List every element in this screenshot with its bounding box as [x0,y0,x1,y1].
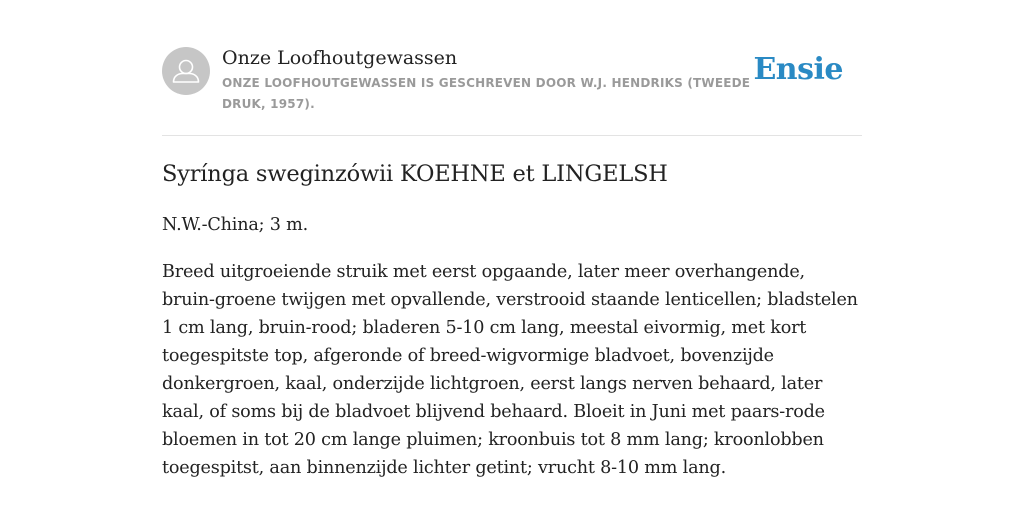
article [162,158,862,482]
ensie-logo-link[interactable]: Ensie [753,52,843,87]
article-paragraph: Breed uitgroeiende struik met eerst opgaande, later meer overhangende, bruin-groene twijgen met opvallende, verstrooid staande lenticellen; bladstelen 1 cm lang, bruin-rood; bladeren 5-10 cm lang, meestal eivormig, met kort toegespitste top, afgeronde of breed-wigvormige bladvoet, bovenzijde donkergroen, kaal, onderzijde lichtgroen, eerst langs nerven behaard, later kaal, of soms bij de bladvoet blijvend behaard. Bloeit in Juni met paars-rode bloemen in tot 20 cm lange pluimen; kroonbuis tot 8 mm lang; kroonlobben toegespitst, aan binnenzijde lichter getint; vrucht 8-10 mm lang. [162,262,858,478]
entry-title: Syrínga sweginzówii KOEHNE et LINGELSH [162,161,668,187]
source-title[interactable]: Onze Loofhoutgewassen [222,47,458,69]
source-header [162,44,862,136]
source-subtitle: ONZE LOOFHOUTGEWASSEN IS GESCHREVEN DOOR W.J. HENDRIKS (TWEEDE DRUK, 1957). [222,76,751,111]
user-silhouette-icon[interactable] [162,47,210,95]
article-paragraph: N.W.-China; 3 m. [162,215,309,235]
